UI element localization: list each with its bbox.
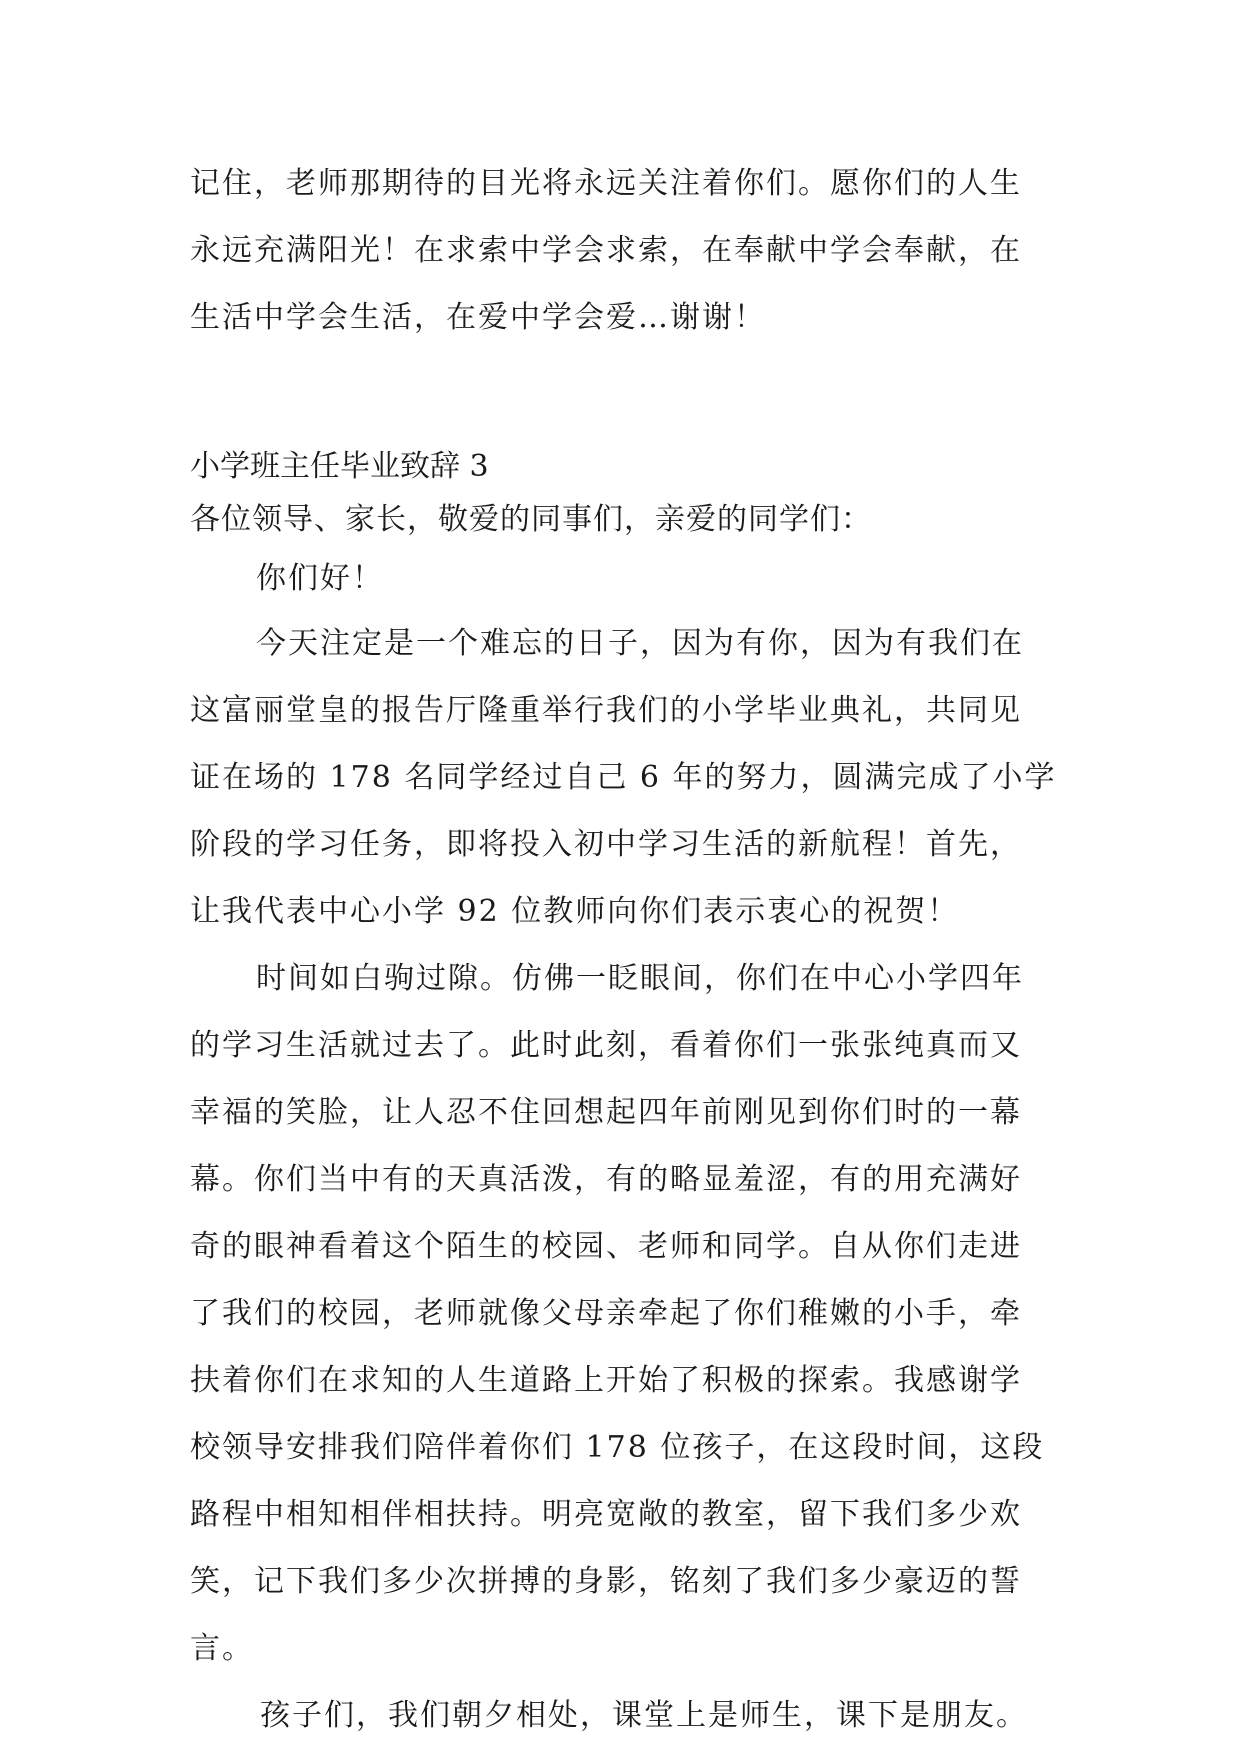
text-line: 奇的眼神看着这个陌生的校园、老师和同学。自从你们走进 (190, 1229, 1022, 1264)
text-line: 孩子们，我们朝夕相处，课堂上是师生，课下是朋友。 (260, 1698, 1028, 1733)
spacer (190, 351, 1070, 418)
text-line: 让我代表中心小学 92 位教师向你们表示衷心的祝贺！ (190, 894, 960, 929)
text-line: 记住，老师那期待的目光将永远关注着你们。愿你们的人生 (190, 166, 1022, 201)
text-line: 时间如白驹过隙。仿佛一眨眼间，你们在中心小学四年 (256, 961, 1024, 996)
greeting: 你们好！ (256, 561, 384, 596)
text-line: 路程中相知相伴相扶持。明亮宽敞的教室，留下我们多少欢 (190, 1497, 1022, 1532)
salutation: 各位领导、家长，敬爱的同事们，亲爱的同学们： (190, 502, 872, 537)
text-line: 言。 (190, 1631, 254, 1666)
text-line: 幸福的笑脸，让人忍不住回想起四年前刚见到你们时的一幕 (190, 1095, 1022, 1130)
opening-paragraph (190, 610, 1070, 945)
text-line: 了我们的校园，老师就像父母亲牵起了你们稚嫩的小手，牵 (190, 1296, 1022, 1331)
section-title: 小学班主任毕业致辞 3 (190, 449, 489, 484)
document-body (190, 150, 1070, 1749)
text-line: 扶着你们在求知的人生道路上开始了积极的探索。我感谢学 (190, 1363, 1022, 1398)
closing-paragraph (190, 150, 1070, 351)
text-line: 的学习生活就过去了。此时此刻，看着你们一张张纯真而又 (190, 1028, 1022, 1063)
text-line: 校领导安排我们陪伴着你们 178 位孩子，在这段时间，这段 (190, 1430, 1045, 1465)
text-line: 阶段的学习任务，即将投入初中学习生活的新航程！首先， (190, 827, 1022, 862)
text-line: 这富丽堂皇的报告厅隆重举行我们的小学毕业典礼，共同见 (190, 693, 1022, 728)
friendship-paragraph (190, 1682, 1070, 1749)
text-line: 今天注定是一个难忘的日子，因为有你，因为有我们在 (256, 626, 1024, 661)
text-line: 证在场的 178 名同学经过自己 6 年的努力，圆满完成了小学 (190, 760, 1057, 795)
text-line: 幕。你们当中有的天真活泼，有的略显羞涩，有的用充满好 (190, 1162, 1022, 1197)
text-line: 笑，记下我们多少次拼搏的身影，铭刻了我们多少豪迈的誓 (190, 1564, 1022, 1599)
memory-paragraph (190, 945, 1070, 1682)
text-line: 永远充满阳光！在求索中学会求索，在奉献中学会奉献，在 (190, 233, 1022, 268)
text-line: 生活中学会生活，在爱中学会爱…谢谢！ (190, 300, 766, 335)
